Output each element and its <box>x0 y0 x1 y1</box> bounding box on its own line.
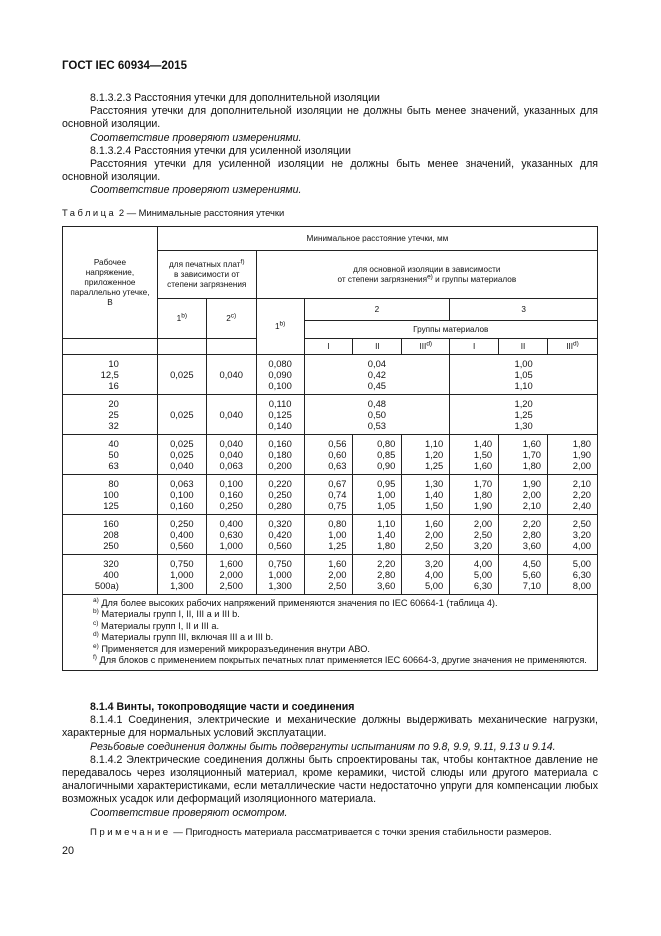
standard-header: ГОСТ IEC 60934—2015 <box>62 60 187 72</box>
note-text: Для блоков с применением покрытых печатных плат применяется IEC 60664-3, другие значения не применяются. <box>96 655 587 666</box>
cell-value: 2,00 <box>473 518 493 529</box>
cell-value: 1,20 <box>514 398 533 409</box>
table-cell <box>548 435 598 475</box>
cell-value: 1,30 <box>514 420 533 431</box>
table-row <box>63 555 598 595</box>
cell-value: 0,040 <box>219 409 243 420</box>
table-cell <box>206 395 256 435</box>
table-cell <box>304 435 353 475</box>
cell-value: 6,30 <box>572 569 591 580</box>
table-note <box>69 609 593 620</box>
cell-value: 20 <box>108 398 119 409</box>
cell-value: 1,000 <box>219 540 243 551</box>
cell-value: 1,90 <box>473 500 493 511</box>
note-marker: c) <box>93 619 99 627</box>
cell-value: 208 <box>103 529 119 540</box>
group-II: II <box>353 339 402 355</box>
cell-value: 125 <box>103 500 119 511</box>
cell-value: 1,05 <box>377 500 396 511</box>
cell-value: 1,25 <box>514 409 533 420</box>
table-cell <box>157 355 206 395</box>
table-cell <box>256 435 304 475</box>
pcb-header: для печатных плат$^{f)}$ в зависимости от степени загрязнения <box>157 251 256 299</box>
cell-value: 1,10 <box>377 518 396 529</box>
basic-insulation-header: для основной изоляции в зависимости от степени загрязнения$^{e)}$ и группы материалов <box>256 251 597 299</box>
note: Примечание — Пригодность материала рассматривается с точки зрения стабильности размеров. <box>90 826 552 838</box>
table-cell <box>353 475 402 515</box>
table-row <box>63 475 598 515</box>
table-cell <box>499 435 548 475</box>
cell-value: 16 <box>108 380 119 391</box>
cell-value: 2,20 <box>377 558 396 569</box>
cell-value: 1,00 <box>514 358 533 369</box>
note-marker: b) <box>93 608 99 616</box>
cell-value: 1,10 <box>514 380 533 391</box>
table-cell <box>402 555 450 595</box>
cell-value: 5,60 <box>522 569 542 580</box>
table-cell <box>304 555 353 595</box>
table-cell <box>157 515 206 555</box>
cell-value: 0,420 <box>268 529 292 540</box>
pcb-blank <box>206 339 256 355</box>
cell-value: 3,60 <box>522 540 542 551</box>
table-cell <box>499 515 548 555</box>
table-cell <box>402 515 450 555</box>
cell-value: 1,00 <box>328 529 347 540</box>
cell-value: 1,50 <box>473 449 493 460</box>
compliance-text: Соответствие проверяют измерениями. <box>90 184 302 197</box>
table-cell <box>63 435 158 475</box>
cell-value: 2,00 <box>572 460 591 471</box>
table-cell <box>256 395 304 435</box>
cell-value: 0,125 <box>268 409 292 420</box>
clause-8-1-3-2-4: 8.1.3.2.4 Расстояния утечки для усиленной изоляции <box>90 144 351 157</box>
cell-value: 0,250 <box>219 500 243 511</box>
table-cell <box>450 555 499 595</box>
cell-value: 0,040 <box>219 369 243 380</box>
table-cell <box>157 395 206 435</box>
cell-value: 80 <box>108 478 119 489</box>
pcb-degree-1: 1$^{b)}$ <box>157 299 206 339</box>
cell-value: 1,300 <box>170 580 194 591</box>
cell-value: 2,40 <box>572 500 591 511</box>
cell-value: 40 <box>108 438 119 449</box>
cell-value: 0,180 <box>268 449 292 460</box>
cell-value: 2,500 <box>219 580 243 591</box>
cell-value: 0,85 <box>377 449 396 460</box>
cell-value: 63 <box>108 460 119 471</box>
table-cell <box>256 475 304 515</box>
cell-value: 500a) <box>94 580 119 591</box>
cell-value: 1,05 <box>514 369 533 380</box>
cell-value: 1,80 <box>572 438 591 449</box>
table-cell <box>157 475 206 515</box>
cell-value: 0,160 <box>268 438 292 449</box>
table-cell <box>499 555 548 595</box>
note-text: Материалы групп I, II и III a. <box>98 620 220 631</box>
voltage-header: Рабочее напряжение, приложенное параллельно утечке, В <box>63 227 158 339</box>
cell-value: 2,00 <box>424 529 444 540</box>
note-text: Для более высоких рабочих напряжений применяются значения по IEC 60664-1 (таблица 4). <box>98 598 498 608</box>
cell-value: 8,00 <box>572 580 591 591</box>
cell-value: 4,50 <box>522 558 542 569</box>
cell-value: 7,10 <box>522 580 542 591</box>
cell-value: 0,250 <box>268 489 292 500</box>
table-cell <box>206 555 256 595</box>
cell-value: 1,60 <box>328 558 347 569</box>
table-row <box>63 515 598 555</box>
table-cell <box>402 475 450 515</box>
table-cell <box>450 395 598 435</box>
cell-value: 1,60 <box>473 460 493 471</box>
section-8-1-4 <box>62 701 598 839</box>
table-cell <box>450 475 499 515</box>
table-note <box>69 598 593 609</box>
cell-value: 0,100 <box>219 478 243 489</box>
basic-degree-1: 1$^{b)}$ <box>256 299 304 355</box>
table-cell <box>304 475 353 515</box>
cell-value: 2,50 <box>328 580 347 591</box>
cell-value: 0,025 <box>170 369 194 380</box>
cell-value: 0,200 <box>268 460 292 471</box>
table-cell <box>157 435 206 475</box>
note-text: Применяется для измерений микроразъединения внутри АВО. <box>98 643 370 654</box>
table-cell <box>353 555 402 595</box>
cell-value: 0,400 <box>170 529 194 540</box>
table-cell <box>256 355 304 395</box>
table-cell <box>402 435 450 475</box>
material-groups-header: Группы материалов <box>304 321 597 339</box>
cell-value: 1,25 <box>328 540 347 551</box>
cell-value: 1,20 <box>424 449 444 460</box>
group-II: II <box>499 339 548 355</box>
cell-value: 2,000 <box>219 569 243 580</box>
note-marker: d) <box>93 631 99 639</box>
table-note <box>69 644 593 655</box>
table-row <box>63 355 598 395</box>
paragraph: Расстояния утечки для усиленной изоляции не должны быть менее значений, указанных для основной изоляции. <box>62 158 598 184</box>
table-cell <box>353 435 402 475</box>
cell-value: 2,20 <box>522 518 542 529</box>
cell-value: 0,063 <box>219 460 243 471</box>
cell-value: 0,320 <box>268 518 292 529</box>
table-row <box>63 435 598 475</box>
cell-value: 1,00 <box>377 489 396 500</box>
cell-value: 0,160 <box>170 500 194 511</box>
cell-value: 1,40 <box>377 529 396 540</box>
cell-value: 1,30 <box>424 478 444 489</box>
table-cell <box>548 515 598 555</box>
cell-value: 0,040 <box>219 438 243 449</box>
table-cell <box>304 515 353 555</box>
cell-value: 1,000 <box>268 569 292 580</box>
table-cell <box>63 395 158 435</box>
cell-value: 0,56 <box>328 438 347 449</box>
cell-value: 5,00 <box>473 569 493 580</box>
cell-value: 0,560 <box>268 540 292 551</box>
note-text: Материалы групп I, II, III a и III b. <box>98 609 240 620</box>
cell-value: 2,50 <box>424 540 444 551</box>
table-row <box>63 395 598 435</box>
page-number: 20 <box>62 845 75 857</box>
cell-value: 0,063 <box>170 478 194 489</box>
cell-value: 2,20 <box>572 489 591 500</box>
basic-degree-3: 3 <box>450 299 598 321</box>
cell-value: 0,110 <box>268 398 292 409</box>
cell-value: 2,80 <box>377 569 396 580</box>
table-cell <box>63 355 158 395</box>
min-distance-header: Минимальное расстояние утечки, мм <box>157 227 597 251</box>
creepage-table <box>62 226 598 671</box>
cell-value: 0,74 <box>328 489 347 500</box>
cell-value: 1,90 <box>522 478 542 489</box>
cell-value: 1,60 <box>522 438 542 449</box>
cell-value: 1,600 <box>219 558 243 569</box>
cell-value: 25 <box>108 409 119 420</box>
table-cell <box>63 555 158 595</box>
table-cell <box>548 555 598 595</box>
cell-value: 0,160 <box>219 489 243 500</box>
note-marker: f) <box>93 653 97 661</box>
group-I: I <box>450 339 499 355</box>
table-cell <box>450 355 598 395</box>
table-cell <box>304 355 450 395</box>
cell-value: 0,090 <box>268 369 292 380</box>
table-cell <box>63 515 158 555</box>
table-cell <box>450 435 499 475</box>
table-notes <box>63 595 598 671</box>
table-note <box>69 655 593 666</box>
cell-value: 2,10 <box>522 500 542 511</box>
table-caption: Таблица 2 — Минимальные расстояния утечки <box>62 207 285 218</box>
pcb-blank <box>157 339 206 355</box>
cell-value: 0,250 <box>170 518 194 529</box>
cell-value: 0,63 <box>328 460 347 471</box>
cell-value: 0,220 <box>268 478 292 489</box>
cell-value: 0,75 <box>328 500 347 511</box>
cell-value: 1,10 <box>424 438 444 449</box>
cell-value: 0,95 <box>377 478 396 489</box>
table-cell <box>206 435 256 475</box>
cell-value: 400 <box>103 569 119 580</box>
cell-value: 1,80 <box>522 460 542 471</box>
note-text: Материалы групп III, включая III a и III b. <box>98 632 274 643</box>
cell-value: 2,80 <box>522 529 542 540</box>
table-cell <box>206 475 256 515</box>
cell-value: 0,04 <box>367 358 387 369</box>
cell-value: 0,50 <box>367 409 387 420</box>
group-III: III$^{d)}$ <box>548 339 598 355</box>
table-cell <box>499 475 548 515</box>
clause-8-1-3-2-3: 8.1.3.2.3 Расстояния утечки для дополнительной изоляции <box>90 92 380 104</box>
group-I: I <box>304 339 353 355</box>
cell-value: 1,90 <box>572 449 591 460</box>
cell-value: 0,750 <box>170 558 194 569</box>
cell-value: 320 <box>103 558 119 569</box>
cell-value: 0,400 <box>219 518 243 529</box>
table-cell <box>256 555 304 595</box>
cell-value: 0,560 <box>170 540 194 551</box>
cell-value: 0,040 <box>219 449 243 460</box>
cell-value: 2,50 <box>473 529 493 540</box>
cell-value: 1,80 <box>377 540 396 551</box>
intro-block <box>62 92 598 198</box>
cell-value: 0,45 <box>367 380 387 391</box>
cell-value: 0,025 <box>170 409 194 420</box>
cell-value: 0,42 <box>367 369 387 380</box>
cell-value: 10 <box>108 358 119 369</box>
compliance-text: Соответствие проверяют измерениями. <box>90 131 302 144</box>
cell-value: 50 <box>108 449 119 460</box>
table-cell <box>63 475 158 515</box>
pcb-degree-2: 2$^{c)}$ <box>206 299 256 339</box>
table-cell <box>256 515 304 555</box>
cell-value: 0,025 <box>170 438 194 449</box>
cell-value: 2,10 <box>572 478 591 489</box>
cell-value: 32 <box>108 420 119 431</box>
cell-value: 3,20 <box>473 540 493 551</box>
voltage-blank <box>63 339 158 355</box>
cell-value: 0,53 <box>367 420 387 431</box>
cell-value: 0,280 <box>268 500 292 511</box>
cell-value: 250 <box>103 540 119 551</box>
cell-value: 1,40 <box>424 489 444 500</box>
cell-value: 1,40 <box>473 438 493 449</box>
cell-value: 1,70 <box>522 449 542 460</box>
cell-value: 1,60 <box>424 518 444 529</box>
test-requirement: Резьбовые соединения должны быть подвергнуты испытаниям по 9.8, 9.9, 9.11, 9.13 и 9.14. <box>90 740 556 753</box>
cell-value: 5,00 <box>424 580 444 591</box>
cell-value: 0,80 <box>377 438 396 449</box>
table-cell <box>157 555 206 595</box>
cell-value: 100 <box>103 489 119 500</box>
cell-value: 160 <box>103 518 119 529</box>
cell-value: 0,080 <box>268 358 292 369</box>
table-cell <box>206 355 256 395</box>
table-cell <box>353 515 402 555</box>
paragraph: Расстояния утечки для дополнительной изоляции не должны быть менее значений, указанных для основной изоляции. <box>62 105 598 131</box>
cell-value: 1,70 <box>473 478 493 489</box>
cell-value: 2,00 <box>522 489 542 500</box>
cell-value: 2,50 <box>572 518 591 529</box>
cell-value: 12,5 <box>100 369 119 380</box>
cell-value: 4,00 <box>424 569 444 580</box>
cell-value: 1,80 <box>473 489 493 500</box>
clause-8-1-4-2: 8.1.4.2 Электрические соединения должны быть спроектированы так, чтобы контактное давление не передавалось через изоляционный материал, кроме керамики, чистой слюды или другого материала с аналогичными характеристиками, если металлические части недостаточно упруги для компенсации любых возможных усадок или деформаций изоляционного материала. <box>62 753 598 806</box>
cell-value: 1,300 <box>268 580 292 591</box>
cell-value: 0,60 <box>328 449 347 460</box>
cell-value: 3,20 <box>572 529 591 540</box>
cell-value: 0,100 <box>268 380 292 391</box>
cell-value: 4,00 <box>473 558 493 569</box>
cell-value: 1,50 <box>424 500 444 511</box>
cell-value: 3,60 <box>377 580 396 591</box>
table-cell <box>304 395 450 435</box>
compliance-text: Соответствие проверяют осмотром. <box>90 806 288 819</box>
cell-value: 0,630 <box>219 529 243 540</box>
cell-value: 0,100 <box>170 489 194 500</box>
group-III: III$^{d)}$ <box>402 339 450 355</box>
table-notes-row <box>63 595 598 671</box>
cell-value: 6,30 <box>473 580 493 591</box>
section-heading: 8.1.4 Винты, токопроводящие части и соединения <box>90 701 355 713</box>
cell-value: 0,025 <box>170 449 194 460</box>
table-cell <box>548 475 598 515</box>
cell-value: 1,000 <box>170 569 194 580</box>
cell-value: 0,67 <box>328 478 347 489</box>
table-note <box>69 621 593 632</box>
clause-8-1-4-1: 8.1.4.1 Соединения, электрические и механические должны выдерживать механические нагрузки, характерные для нормальных условий эксплуатации. <box>62 714 598 740</box>
cell-value: 4,00 <box>572 540 591 551</box>
table-cell <box>450 515 499 555</box>
table-cell <box>206 515 256 555</box>
cell-value: 2,00 <box>328 569 347 580</box>
cell-value: 0,750 <box>268 558 292 569</box>
cell-value: 0,48 <box>367 398 387 409</box>
cell-value: 0,90 <box>377 460 396 471</box>
cell-value: 0,140 <box>268 420 292 431</box>
basic-degree-2: 2 <box>304 299 450 321</box>
cell-value: 5,00 <box>572 558 591 569</box>
table-note <box>69 632 593 643</box>
note-marker: a) <box>93 596 99 604</box>
cell-value: 0,040 <box>170 460 194 471</box>
cell-value: 1,25 <box>424 460 444 471</box>
cell-value: 0,80 <box>328 518 347 529</box>
cell-value: 3,20 <box>424 558 444 569</box>
note-marker: e) <box>93 642 99 650</box>
